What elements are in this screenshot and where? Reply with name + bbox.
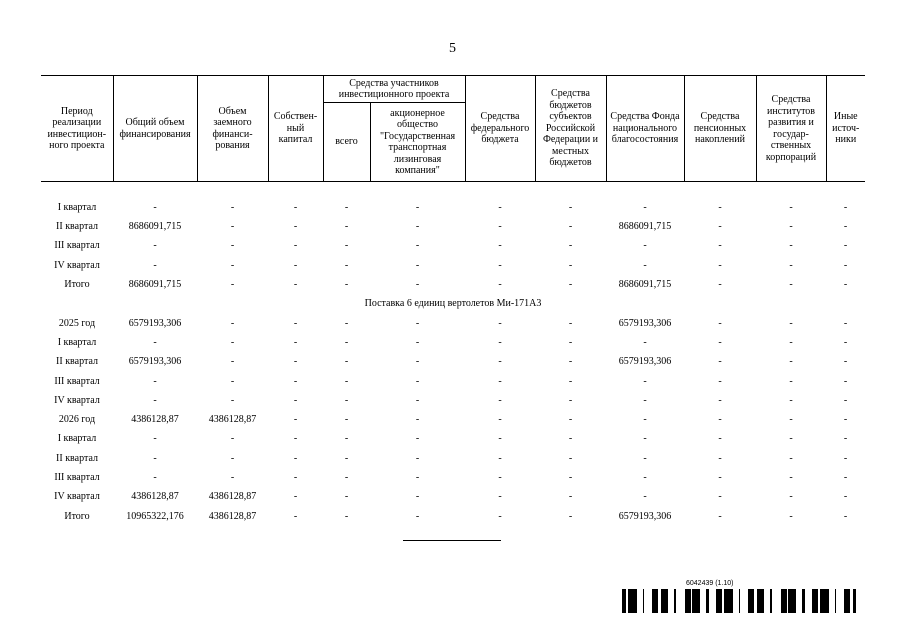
value-cell: - [498,491,502,503]
value-cell: - [153,336,157,348]
value-cell: - [415,336,420,348]
value-cell: - [789,394,793,406]
period-cell: I квартал [57,201,97,213]
value-cell: - [153,472,157,484]
table-row [41,256,865,275]
barcode-bar [826,589,829,613]
value-cell: - [568,375,573,387]
barcode-bar [655,589,656,613]
barcode-bar [814,589,817,613]
value-cell: - [718,317,722,329]
value-cell: - [643,491,647,503]
barcode-icon [622,589,858,613]
table-header [41,76,865,182]
value-cell: - [230,336,235,348]
value-cell: - [568,433,573,445]
table-row [41,333,865,352]
value-cell: - [789,356,793,368]
period-cell: II квартал [56,221,98,233]
value-cell: - [789,472,793,484]
barcode-bar [727,589,728,613]
barcode-bar [770,589,772,613]
barcode-label: 6042439 (1.10) [686,580,734,587]
value-cell: - [568,317,573,329]
value-cell: - [498,510,502,522]
barcode-bar [662,589,664,613]
barcode-bar [784,589,787,613]
table-body [41,182,865,527]
barcode-bar [634,589,637,613]
value-cell: - [718,259,722,271]
value-cell: - [415,375,420,387]
value-cell: - [415,510,420,522]
header-pension: Средства пенсионных накоплений [684,76,756,182]
barcode-bar [763,589,764,613]
table-row [41,198,865,217]
table-row [41,237,865,256]
value-cell: - [568,394,573,406]
value-cell: - [843,221,848,233]
value-cell: - [344,414,349,426]
value-cell: - [568,491,573,503]
period-cell: II квартал [56,452,98,464]
value-cell: - [643,259,647,271]
barcode-bar [793,589,794,613]
barcode-bar [844,589,847,613]
table-row [41,372,865,391]
barcode-bar [730,589,733,613]
value-cell: 8686091,715 [618,221,672,233]
value-cell: 6579193,306 [128,356,182,368]
value-cell: - [415,414,420,426]
header-other: Иные источ-ники [826,76,865,182]
barcode-bar [820,589,823,613]
header-own-capital: Собствен-ный капитал [268,76,323,182]
value-cell: - [498,414,502,426]
value-cell: - [789,510,793,522]
barcode-bar [664,589,667,613]
value-cell: - [153,375,157,387]
barcode-bar [782,589,784,613]
value-cell: - [789,491,793,503]
barcode-bar [724,589,727,613]
barcode-bar [835,589,836,613]
value-cell: - [415,433,420,445]
barcode-bar [751,589,752,613]
barcode-bar [848,589,850,613]
value-cell: - [415,240,420,252]
value-cell: - [718,221,722,233]
barcode-bar [788,589,790,613]
value-cell: - [344,259,349,271]
value-cell: - [153,259,157,271]
value-cell: - [718,336,722,348]
value-cell: - [293,317,298,329]
barcode-bar [652,589,655,613]
period-cell: IV квартал [54,394,100,406]
barcode-bar [847,589,848,613]
value-cell: - [230,375,235,387]
value-cell: - [344,336,349,348]
value-cell: - [718,394,722,406]
barcode-bar [656,589,658,613]
value-cell: - [718,201,722,213]
barcode-bar [643,589,644,613]
table-row [41,352,865,371]
value-cell: - [498,433,502,445]
value-cell: - [293,452,298,464]
header-borrowed: Объем заемного финанси-рования [197,76,268,182]
value-cell: - [843,491,848,503]
period-cell: 2026 год [58,414,96,426]
barcode-bar [667,589,668,613]
value-cell: 4386128,87 [131,414,179,426]
value-cell: - [643,201,647,213]
barcode-bar [716,589,718,613]
value-cell: - [415,356,420,368]
value-cell: - [568,201,573,213]
value-cell: - [498,240,502,252]
value-cell: - [568,221,573,233]
barcode-bar [854,589,856,613]
barcode-bar [760,589,763,613]
table-row [41,449,865,468]
value-cell: - [344,433,349,445]
value-cell: - [230,279,235,291]
value-cell: - [568,240,573,252]
value-cell: - [498,279,502,291]
value-cell: - [230,259,235,271]
header-total: Общий объем финансирования [113,76,197,182]
value-cell: - [643,472,647,484]
barcode-bar [688,589,691,613]
value-cell: - [843,394,848,406]
value-cell: 6579193,306 [128,317,182,329]
header-nwf: Средства Фонда национального благосостояния [606,76,684,182]
barcode-bar [739,589,740,613]
period-cell: I квартал [57,433,97,445]
value-cell: - [789,452,793,464]
value-cell: - [643,336,647,348]
value-cell: - [843,472,848,484]
value-cell: - [153,240,157,252]
barcode-bar [721,589,722,613]
value-cell: - [293,336,298,348]
barcode-bar [794,589,796,613]
value-cell: - [498,375,502,387]
value-cell: - [293,510,298,522]
barcode-bar [752,589,754,613]
value-cell: - [718,472,722,484]
value-cell: - [415,452,420,464]
value-cell: - [498,356,502,368]
value-cell: - [230,394,235,406]
value-cell: - [718,452,722,464]
barcode-bar [781,589,782,613]
value-cell: 6579193,306 [618,510,672,522]
value-cell: - [643,414,647,426]
value-cell: - [153,433,157,445]
value-cell: - [344,279,349,291]
value-cell: - [789,201,793,213]
barcode-bar [728,589,730,613]
barcode-bar [631,589,632,613]
barcode-bar [698,589,700,613]
section-title: Поставка 6 единиц вертолетов Ми-171А3 [364,298,542,310]
financing-table [41,75,865,526]
value-cell: 10965322,176 [126,510,184,522]
value-cell: 4386128,87 [208,491,257,503]
value-cell: - [718,414,722,426]
value-cell: - [293,356,298,368]
period-cell: II квартал [56,356,98,368]
barcode-bar [697,589,698,613]
value-cell: - [230,433,235,445]
value-cell: - [498,472,502,484]
spacer-cell [41,182,865,199]
value-cell: - [643,375,647,387]
value-cell: - [843,201,848,213]
value-cell: - [498,317,502,329]
value-cell: 8686091,715 [128,221,182,233]
barcode-bar [790,589,793,613]
table-row [41,410,865,429]
value-cell: - [843,414,848,426]
value-cell: - [293,375,298,387]
value-cell: - [718,356,722,368]
header-regional: Средства бюджетов субъектов Российской Федерации и местных бюджетов [535,76,606,182]
barcode-bar [757,589,758,613]
value-cell: 8686091,715 [128,279,182,291]
value-cell: - [498,336,502,348]
value-cell: - [718,375,722,387]
value-cell: - [643,394,647,406]
value-cell: - [230,472,235,484]
value-cell: - [498,259,502,271]
value-cell: - [293,240,298,252]
barcode-bar [817,589,818,613]
value-cell: - [344,201,349,213]
barcode-bar [802,589,805,613]
value-cell: - [718,240,722,252]
value-cell: - [789,414,793,426]
value-cell: - [718,279,722,291]
value-cell: - [843,452,848,464]
header-participants: Средства участников инвестиционного проекта [323,76,465,103]
header-period: Период реализации инвестицион-ного проекта [41,76,113,182]
value-cell: - [293,259,298,271]
value-cell: - [230,452,235,464]
value-cell: - [843,356,848,368]
barcode-bar [686,589,688,613]
value-cell: - [498,452,502,464]
value-cell: - [718,491,722,503]
table-row [41,507,865,526]
value-cell: - [568,356,573,368]
value-cell: - [843,336,848,348]
value-cell: - [415,317,420,329]
value-cell: - [568,510,573,522]
period-cell: I квартал [57,336,97,348]
value-cell: - [718,510,722,522]
barcode-bar [706,589,709,613]
table-row [41,217,865,236]
value-cell: - [643,240,647,252]
barcode-bar [625,589,626,613]
value-cell: - [415,472,420,484]
value-cell: - [293,201,298,213]
period-cell: IV квартал [54,259,100,271]
barcode-bar [758,589,760,613]
value-cell: - [293,414,298,426]
value-cell: - [568,414,573,426]
value-cell: - [568,336,573,348]
value-cell: - [789,221,793,233]
period-cell: III квартал [54,375,100,387]
value-cell: - [789,336,793,348]
value-cell: 6579193,306 [618,317,672,329]
value-cell: - [718,433,722,445]
value-cell: - [568,259,573,271]
value-cell: - [789,240,793,252]
period-cell: III квартал [54,472,100,484]
value-cell: - [293,394,298,406]
value-cell: - [568,452,573,464]
value-cell: - [568,472,573,484]
value-cell: - [293,221,298,233]
value-cell: - [230,240,235,252]
value-cell: - [843,259,848,271]
barcode-bar [824,589,826,613]
value-cell: - [498,201,502,213]
header-federal: Средства федерального бюджета [465,76,535,182]
barcode-bar [718,589,721,613]
table-row [41,391,865,410]
value-cell: - [344,491,349,503]
value-cell: - [344,221,349,233]
barcode-bar [823,589,824,613]
value-cell: - [293,491,298,503]
barcode-bar [661,589,662,613]
value-cell: - [415,279,420,291]
value-cell: - [843,240,848,252]
value-cell: - [498,221,502,233]
value-cell: - [789,279,793,291]
table-row [41,275,865,294]
value-cell: - [789,259,793,271]
value-cell: - [230,317,235,329]
value-cell: - [153,394,157,406]
barcode-bar [694,589,697,613]
value-cell: - [568,279,573,291]
value-cell: 4386128,87 [131,491,179,503]
barcode-bar [685,589,686,613]
value-cell: - [344,452,349,464]
value-cell: 4386128,87 [208,414,257,426]
value-cell: 8686091,715 [618,279,672,291]
value-cell: - [344,375,349,387]
barcode-bar [853,589,854,613]
value-cell: - [843,510,848,522]
value-cell: - [643,452,647,464]
header-institutes: Средства институтов развития и государ-ственных корпораций [756,76,826,182]
value-cell: - [789,375,793,387]
value-cell: - [415,201,420,213]
value-cell: - [344,472,349,484]
value-cell: - [643,433,647,445]
barcode-bar [812,589,814,613]
value-cell: - [293,472,298,484]
value-cell: - [843,279,848,291]
header-participants-company: акционерное общество "Государственная транспортная лизинговая компания" [370,103,465,182]
value-cell: - [415,259,420,271]
table-row [41,468,865,487]
table-row [41,314,865,333]
value-cell: - [293,433,298,445]
section-row [41,294,865,313]
period-cell: IV квартал [54,491,100,503]
value-cell: - [230,356,235,368]
value-cell: - [498,394,502,406]
barcode-bar [622,589,625,613]
spacer-row [41,182,865,199]
page-number: 5 [449,41,456,56]
footnote-divider [403,540,501,541]
value-cell: - [230,221,235,233]
value-cell: - [415,394,420,406]
value-cell: - [843,433,848,445]
value-cell: - [344,317,349,329]
period-cell: Итого [64,510,90,522]
value-cell: 6579193,306 [618,356,672,368]
header-participants-total: всего [323,103,370,182]
value-cell: - [344,240,349,252]
period-cell: III квартал [54,240,100,252]
value-cell: - [153,452,157,464]
value-cell: - [415,221,420,233]
value-cell: - [789,317,793,329]
barcode-bar [692,589,694,613]
value-cell: 4386128,87 [208,510,257,522]
table-row [41,487,865,506]
value-cell: - [153,201,157,213]
period-cell: Итого [64,279,90,291]
barcode-bar [632,589,634,613]
value-cell: - [344,510,349,522]
table-row [41,430,865,449]
barcode-bar [748,589,751,613]
value-cell: - [344,394,349,406]
value-cell: - [415,491,420,503]
value-cell: - [789,433,793,445]
value-cell: - [293,279,298,291]
value-cell: - [843,375,848,387]
value-cell: - [843,317,848,329]
barcode-bar [628,589,631,613]
value-cell: - [344,356,349,368]
value-cell: - [230,201,235,213]
barcode-bar [674,589,676,613]
period-cell: 2025 год [58,317,96,329]
